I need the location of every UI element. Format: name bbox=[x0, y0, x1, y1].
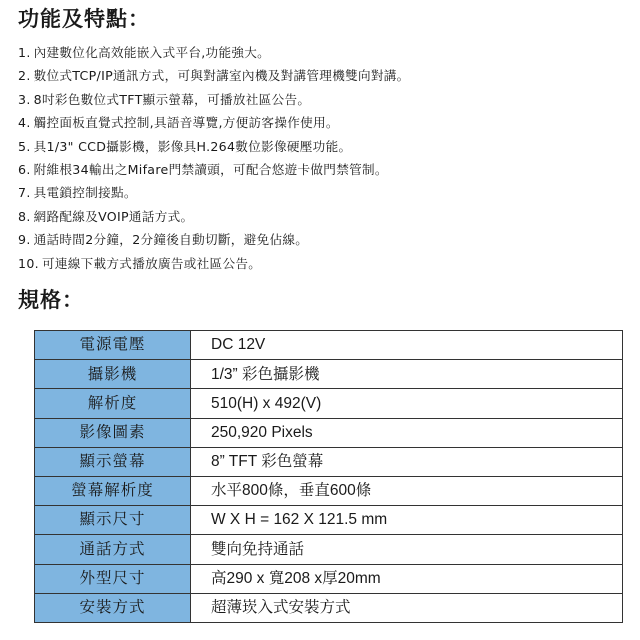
spec-value: 雙向免持通話 bbox=[191, 535, 623, 564]
spec-value: 1/3” 彩色攝影機 bbox=[191, 360, 623, 389]
feature-text: 附維根34輸出之Mifare門禁讀頭，可配合悠遊卡做門禁管制。 bbox=[33, 161, 388, 177]
feature-item bbox=[18, 41, 628, 64]
spec-row bbox=[35, 360, 623, 389]
feature-text: 8吋彩色數位式TFT顯示螢幕，可播放社區公告。 bbox=[33, 91, 311, 107]
spec-label: 螢幕解析度 bbox=[35, 476, 191, 505]
spec-label: 顯示尺寸 bbox=[35, 506, 191, 535]
feature-text: 通話時間2分鐘，2分鐘後自動切斷，避免佔線。 bbox=[33, 232, 309, 248]
spec-value: 超薄崁入式安裝方式 bbox=[191, 593, 623, 622]
feature-item bbox=[18, 88, 628, 111]
spec-row bbox=[35, 564, 623, 593]
feature-text: 網路配線及VOIP通話方式。 bbox=[33, 208, 194, 224]
feature-item bbox=[18, 181, 628, 204]
feature-text: 具1/3" CCD攝影機，影像具H.264數位影像硬壓功能。 bbox=[33, 138, 352, 154]
spec-heading: 規格： bbox=[18, 288, 84, 312]
feature-number: 6. bbox=[18, 161, 31, 177]
spec-row bbox=[35, 535, 623, 564]
spec-value: W X H = 162 X 121.5 mm bbox=[191, 506, 623, 535]
feature-text: 具電鎖控制接點。 bbox=[33, 185, 137, 201]
feature-number: 1. bbox=[18, 45, 31, 60]
feature-number: 8. bbox=[18, 208, 31, 224]
spec-value: 8” TFT 彩色螢幕 bbox=[191, 447, 623, 476]
spec-row bbox=[35, 506, 623, 535]
feature-item bbox=[18, 228, 628, 251]
spec-value: 高290 x 寬208 x厚20mm bbox=[191, 564, 623, 593]
feature-text: 可連線下載方式播放廣告或社區公告。 bbox=[41, 255, 262, 271]
spec-row bbox=[35, 331, 623, 360]
spec-label: 顯示螢幕 bbox=[35, 447, 191, 476]
feature-item bbox=[18, 205, 628, 228]
spec-label: 影像圖素 bbox=[35, 418, 191, 447]
spec-label: 攝影機 bbox=[35, 360, 191, 389]
feature-text: 觸控面板直覺式控制,具語音導覽,方便訪客操作使用。 bbox=[33, 115, 339, 131]
feature-item bbox=[18, 135, 628, 158]
spec-row bbox=[35, 447, 623, 476]
feature-item bbox=[18, 252, 628, 275]
spec-value: DC 12V bbox=[191, 331, 623, 360]
feature-number: 10. bbox=[18, 255, 39, 271]
spec-row bbox=[35, 593, 623, 622]
feature-number: 2. bbox=[18, 68, 31, 84]
spec-value: 水平800條，垂直600條 bbox=[191, 476, 623, 505]
spec-table bbox=[34, 330, 623, 623]
spec-label: 電源電壓 bbox=[35, 331, 191, 360]
features-heading: 功能及特點： bbox=[18, 7, 150, 31]
feature-number: 3. bbox=[18, 91, 31, 107]
feature-number: 9. bbox=[18, 232, 31, 248]
spec-label: 解析度 bbox=[35, 389, 191, 418]
feature-text: 數位式TCP/IP通訊方式，可與對講室內機及對講管理機雙向對講。 bbox=[33, 68, 410, 84]
feature-number: 4. bbox=[18, 115, 31, 131]
feature-item bbox=[18, 158, 628, 181]
feature-item bbox=[18, 64, 628, 87]
spec-row bbox=[35, 418, 623, 447]
spec-row bbox=[35, 389, 623, 418]
spec-label: 外型尺寸 bbox=[35, 564, 191, 593]
spec-row bbox=[35, 476, 623, 505]
spec-value: 510(H) x 492(V) bbox=[191, 389, 623, 418]
feature-number: 5. bbox=[18, 138, 31, 154]
feature-list bbox=[18, 41, 628, 275]
spec-label: 通話方式 bbox=[35, 535, 191, 564]
spec-label: 安裝方式 bbox=[35, 593, 191, 622]
spec-value: 250,920 Pixels bbox=[191, 418, 623, 447]
feature-text: 內建數位化高效能嵌入式平台,功能強大。 bbox=[33, 45, 271, 60]
feature-number: 7. bbox=[18, 185, 31, 201]
feature-item bbox=[18, 111, 628, 134]
